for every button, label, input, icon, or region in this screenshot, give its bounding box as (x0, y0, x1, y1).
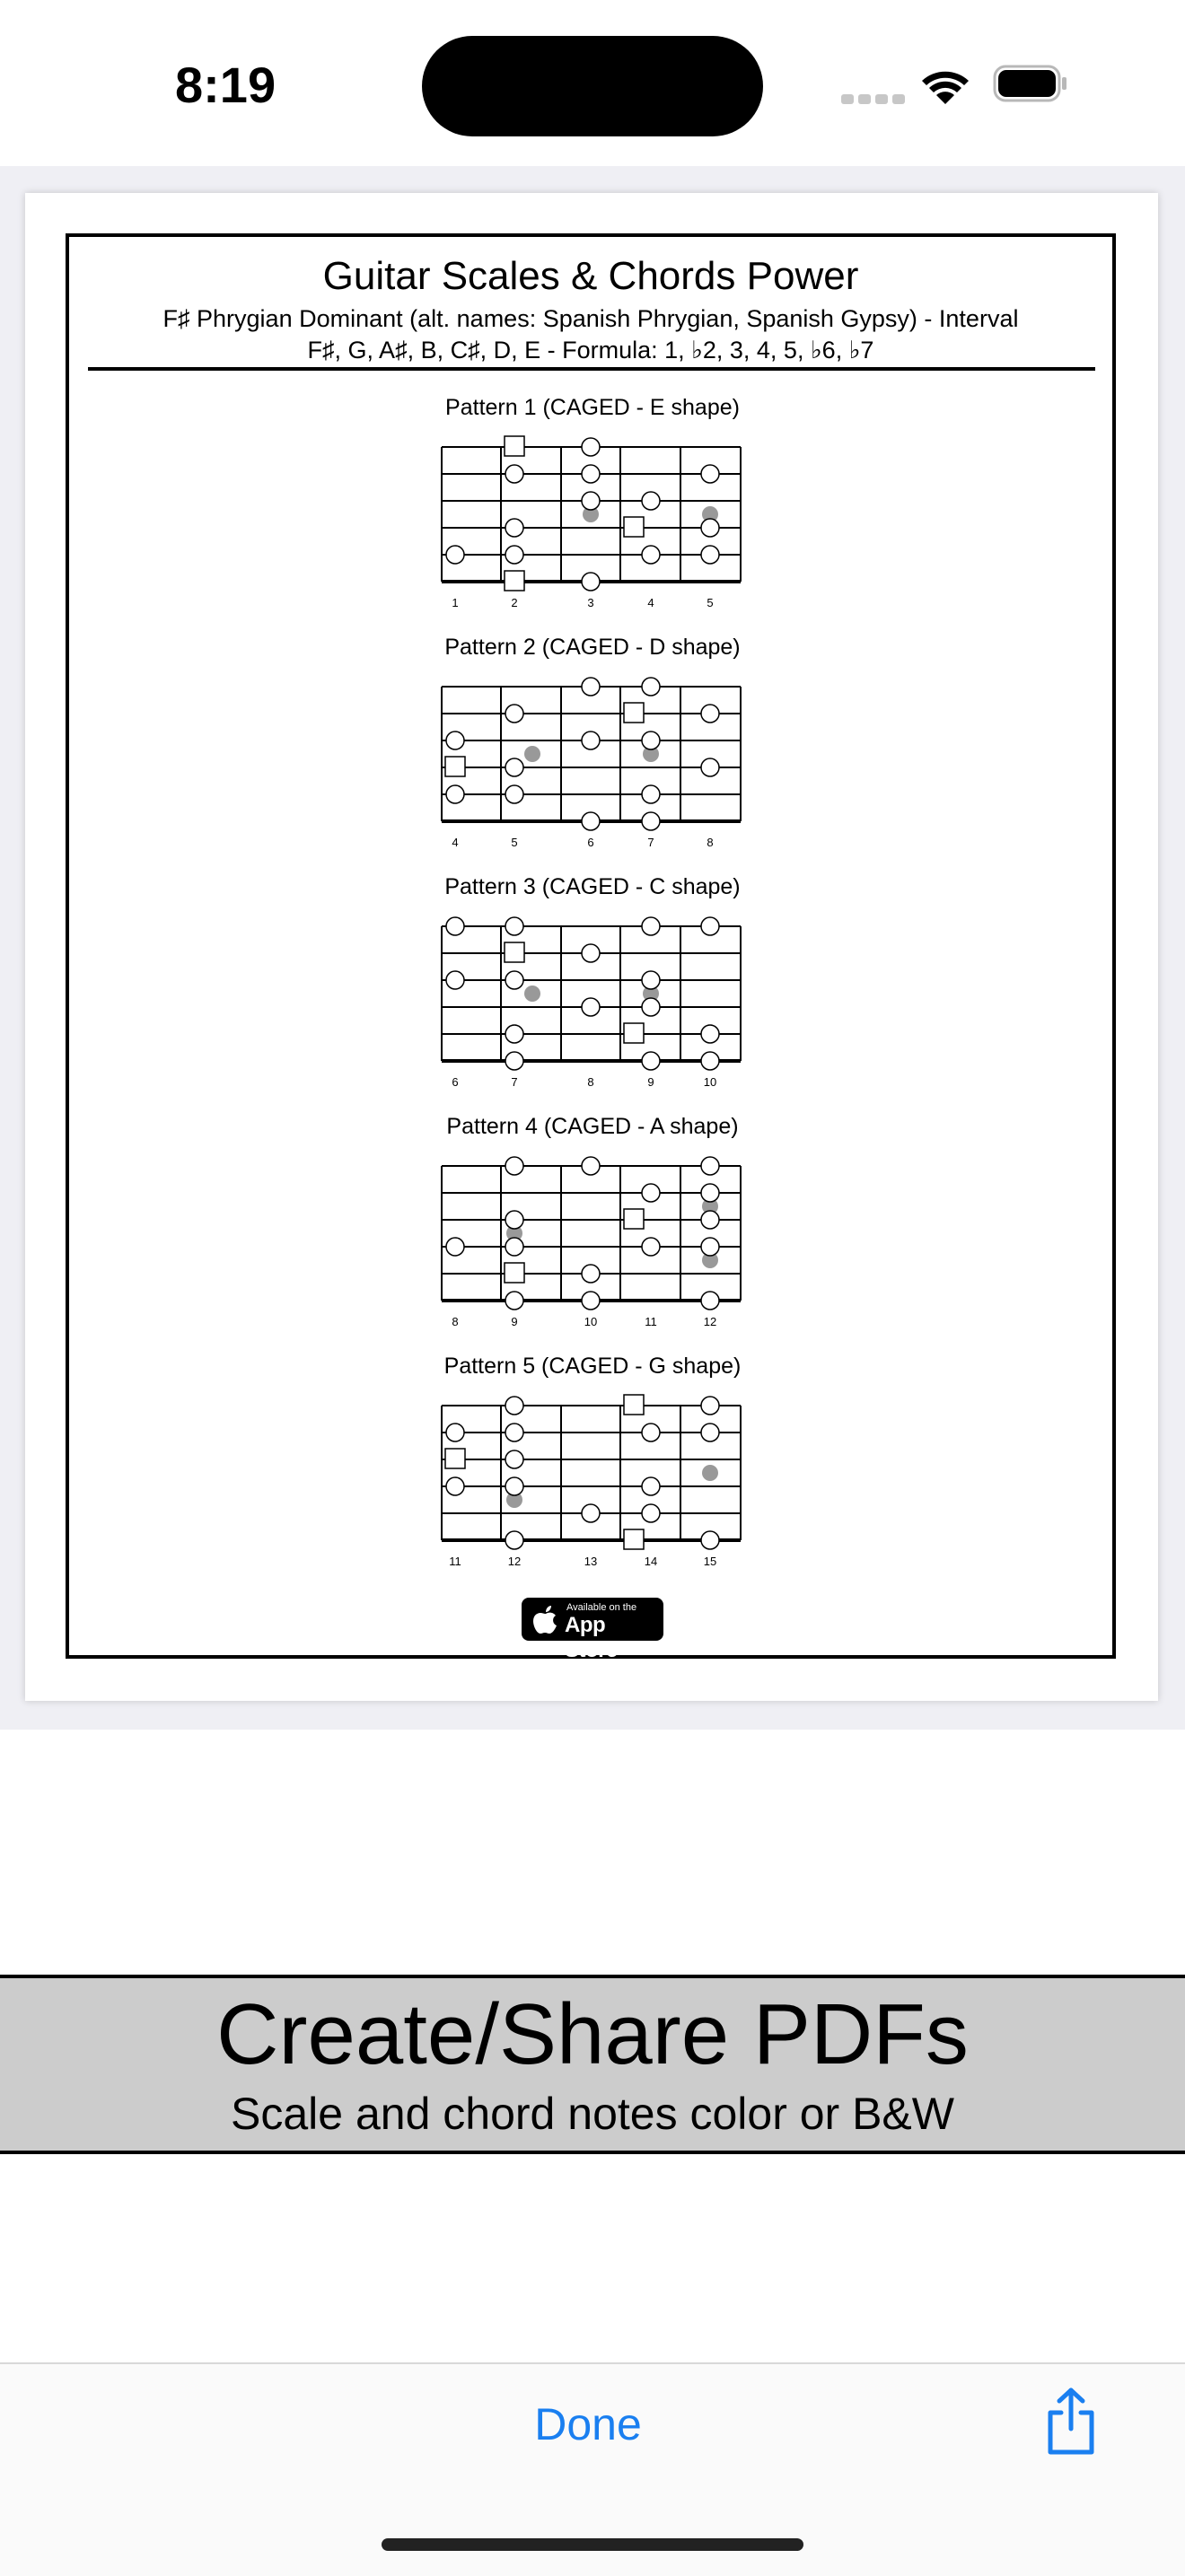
fretboard-diagram-5 (431, 1393, 754, 1573)
wifi-icon (922, 72, 969, 104)
done-button[interactable]: Done (534, 2399, 642, 2449)
promo-banner (0, 1975, 1185, 2154)
fretboard-diagram-4 (431, 1153, 754, 1333)
fret-number: 14 (644, 1555, 658, 1568)
fret-number: 8 (452, 1315, 459, 1328)
pattern-3-title: Pattern 3 (CAGED - C shape) (444, 874, 741, 899)
battery-icon (995, 66, 1066, 101)
fret-number: 7 (647, 836, 654, 849)
document-title: Guitar Scales & Chords Power (322, 254, 859, 298)
app-store-small-text: Available on the (566, 1602, 637, 1613)
fret-number: 8 (587, 1075, 594, 1089)
status-icons (835, 61, 1077, 108)
fret-number: 4 (647, 596, 654, 609)
pattern-1-title: Pattern 1 (CAGED - E shape) (445, 395, 740, 420)
app-store-big-text: App Store (565, 1613, 618, 1662)
pattern-2-title: Pattern 2 (CAGED - D shape) (444, 635, 741, 660)
fret-number: 2 (511, 596, 518, 609)
app-store-badge[interactable] (522, 1598, 663, 1662)
fret-number: 7 (511, 1075, 518, 1089)
fret-number: 8 (707, 836, 714, 849)
fretboard-diagram-3 (431, 914, 754, 1093)
cellular-dots-icon (841, 94, 905, 104)
banner-subtitle: Scale and chord notes color or B&W (231, 2089, 954, 2139)
home-indicator (382, 2538, 803, 2551)
status-time: 8:19 (175, 57, 276, 113)
pattern-4-title: Pattern 4 (CAGED - A shape) (446, 1114, 739, 1139)
status-bar (0, 0, 1185, 166)
fret-number: 9 (511, 1315, 518, 1328)
dynamic-island (422, 36, 763, 136)
fret-number: 12 (507, 1555, 522, 1568)
fretboard-diagram-2 (431, 674, 754, 854)
fret-number: 1 (452, 596, 459, 609)
document-subtitle: F♯ Phrygian Dominant (alt. names: Spanish Phrygian, Spanish Gypsy) - Interval (162, 305, 1019, 332)
fret-number: 9 (647, 1075, 654, 1089)
title-divider (88, 367, 1095, 371)
fret-number: 15 (703, 1555, 717, 1568)
fret-number: 13 (584, 1555, 598, 1568)
fret-number: 3 (587, 596, 594, 609)
fret-number: 10 (584, 1315, 598, 1328)
fretboard-diagram-1 (431, 434, 754, 614)
fret-number: 4 (452, 836, 459, 849)
fret-number: 11 (645, 1315, 657, 1328)
fret-number: 10 (703, 1075, 717, 1089)
fret-number: 5 (511, 836, 518, 849)
share-icon[interactable] (1041, 2386, 1101, 2458)
scale-notes-formula: F♯, G, A♯, B, C♯, D, E - Formula: 1, ♭2, 3, 4, 5, ♭6, ♭7 (307, 337, 874, 364)
fret-number: 6 (587, 836, 594, 849)
fret-number: 12 (703, 1315, 717, 1328)
pattern-5-title: Pattern 5 (CAGED - G shape) (443, 1354, 742, 1379)
apple-logo-icon (532, 1605, 559, 1635)
fret-number: 11 (449, 1555, 461, 1568)
banner-title: Create/Share PDFs (216, 1986, 969, 2082)
fret-number: 6 (452, 1075, 459, 1089)
fret-number: 5 (707, 596, 714, 609)
